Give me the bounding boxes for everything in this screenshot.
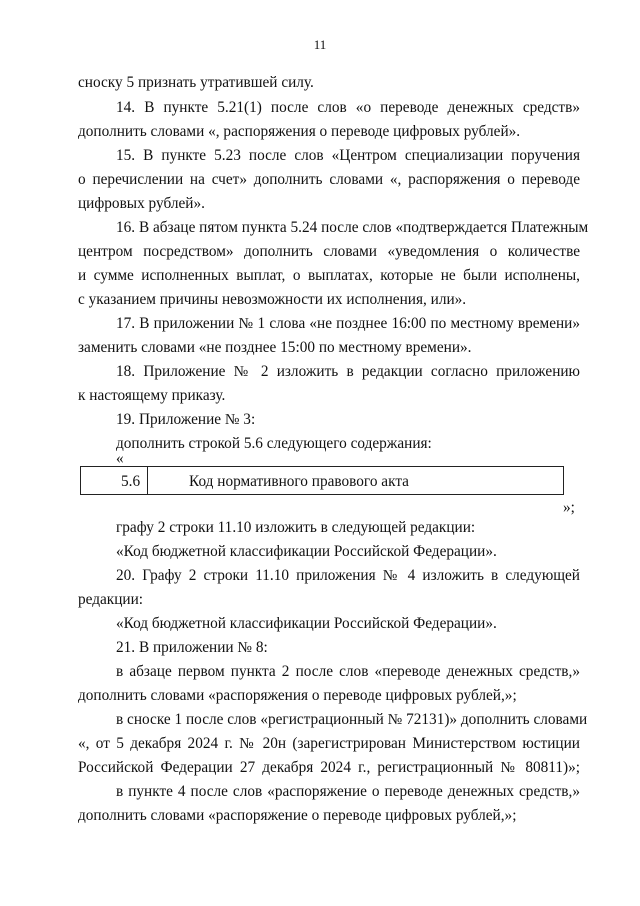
text-line: 17. В приложении № 1 слова «не позднее 16:00 по местному времени» <box>116 315 580 332</box>
text-line: в пункте 4 после слов «распоряжение о переводе денежных средств,» <box>116 783 580 800</box>
text-line: 20. Графу 2 строки 11.10 приложения № 4 изложить в следующей <box>116 567 580 584</box>
text-line: центром посредством» дополнить словами «уведомления о количестве <box>78 243 580 260</box>
text-line: дополнить словами «распоряжения о переводе цифровых рублей,»; <box>78 687 517 704</box>
text-line: сноску 5 признать утратившей силу. <box>78 74 314 91</box>
text-line: цифровых рублей». <box>78 195 205 212</box>
text-line: заменить словами «не позднее 15:00 по местному времени». <box>78 339 472 356</box>
inserted-table-row <box>80 466 564 495</box>
table-row-text: Код нормативного правового акта <box>189 473 409 490</box>
text-line: с указанием причины невозможности их исполнения, или». <box>78 291 467 308</box>
text-line: «, от 5 декабря 2024 г. № 20н (зарегистрирован Министерством юстиции <box>78 735 580 752</box>
opening-quote: « <box>116 450 124 467</box>
closing-quote: »; <box>563 499 575 516</box>
text-line: «Код бюджетной классификации Российской Федерации». <box>116 615 497 632</box>
table-row-number: 5.6 <box>121 473 141 490</box>
page-number: 11 <box>313 37 327 52</box>
text-line: дополнить словами «распоряжение о переводе цифровых рублей,»; <box>78 807 517 824</box>
table-column-divider <box>147 467 148 494</box>
text-line: 19. Приложение № 3: <box>116 411 256 428</box>
text-line: дополнить строкой 5.6 следующего содержания: <box>116 435 432 452</box>
text-line: 14. В пункте 5.21(1) после слов «о переводе денежных средств» <box>116 99 580 116</box>
text-line: 15. В пункте 5.23 после слов «Центром специализации поручения <box>116 147 580 164</box>
text-line: Российской Федерации 27 декабря 2024 г., регистрационный № 80811)»; <box>78 759 580 776</box>
text-line: в сноске 1 после слов «регистрационный № 72131)» дополнить словами <box>116 711 588 728</box>
text-line: дополнить словами «, распоряжения о переводе цифровых рублей». <box>78 123 521 140</box>
text-line: «Код бюджетной классификации Российской Федерации». <box>116 543 497 560</box>
text-line: редакции: <box>78 591 144 608</box>
text-line: графу 2 строки 11.10 изложить в следующей редакции: <box>116 519 476 536</box>
text-line: о перечислении на счет» дополнить словами «, распоряжения о переводе <box>78 171 580 188</box>
text-line: в абзаце первом пункта 2 после слов «переводе денежных средств,» <box>116 663 580 680</box>
text-line: 21. В приложении № 8: <box>116 639 268 656</box>
text-line: к настоящему приказу. <box>78 387 226 404</box>
text-line: 18. Приложение № 2 изложить в редакции согласно приложению <box>116 363 580 380</box>
text-line: и сумме исполненных выплат, о выплатах, которые не были исполнены, <box>78 267 580 284</box>
text-line: 16. В абзаце пятом пункта 5.24 после слов «подтверждается Платежным <box>116 219 589 236</box>
